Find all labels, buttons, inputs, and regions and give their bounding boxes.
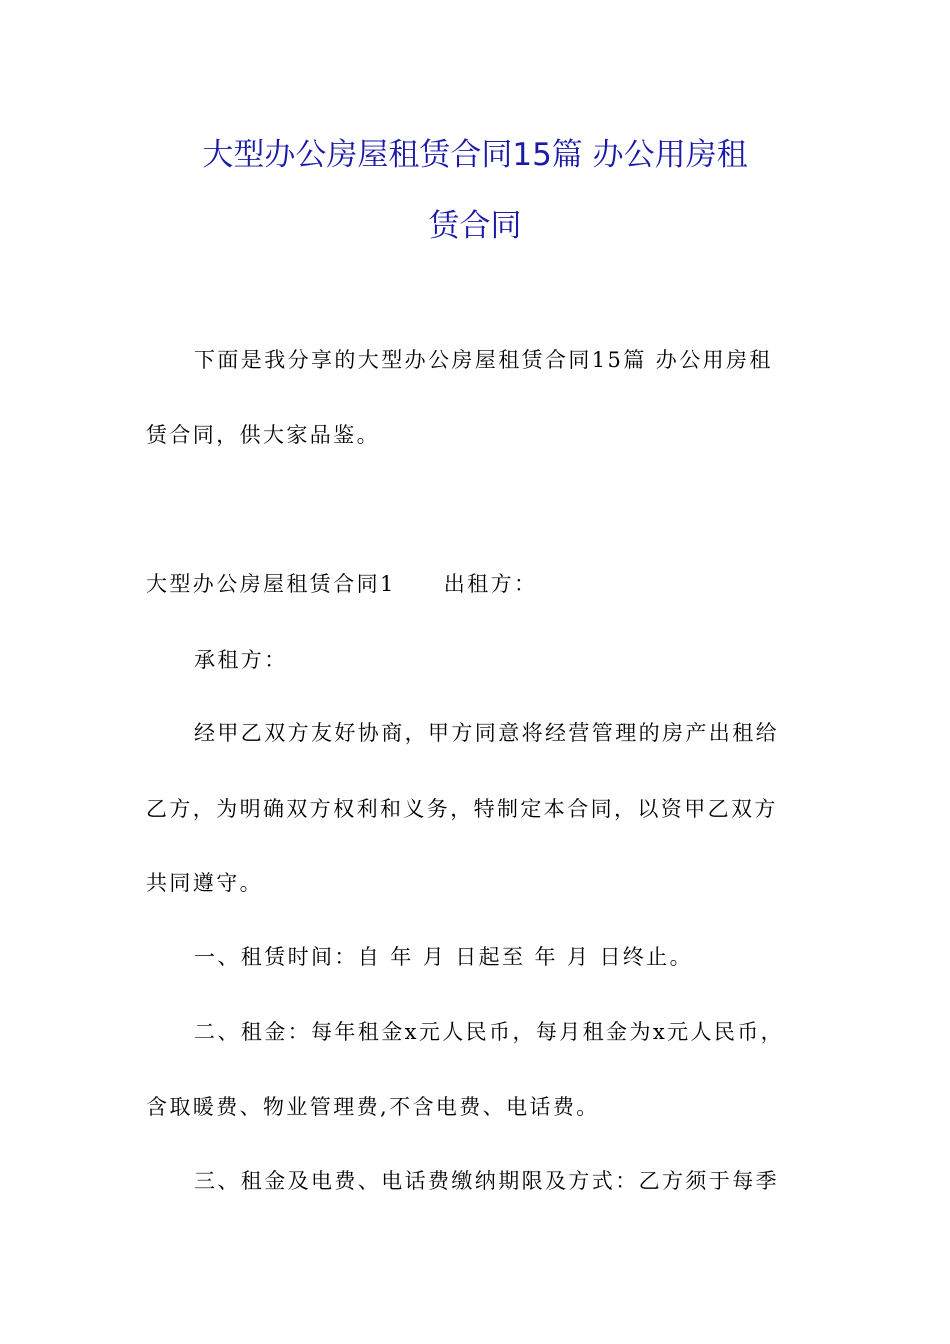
paragraph-1-line-2: 乙方，为明确双方权利和义务，特制定本合同，以资甲乙双方	[146, 797, 778, 821]
document-title-line-2: 赁合同	[428, 208, 522, 244]
intro-line-2: 赁合同，供大家品鉴。	[146, 423, 380, 447]
clause-3-line-1: 三、租金及电费、电话费缴纳期限及方式：乙方须于每季	[194, 1169, 779, 1193]
clause-1: 一、租赁时间：自 年 月 日起至 年 月 日终止。	[194, 945, 694, 969]
intro-line-1: 下面是我分享的大型办公房屋租赁合同15篇 办公用房租	[194, 348, 773, 372]
lessor-label: 出租方：	[443, 572, 538, 596]
clause-2-line-1: 二、租金：每年租金x元人民币，每月租金为x元人民币，	[194, 1020, 785, 1044]
paragraph-1-line-1: 经甲乙双方友好协商，甲方同意将经营管理的房产出租给	[194, 721, 779, 745]
document-title-line-1: 大型办公房屋租赁合同15篇 办公用房租	[202, 137, 748, 173]
contract-heading-row	[146, 570, 537, 598]
contract-heading: 大型办公房屋租赁合同1	[146, 572, 396, 596]
paragraph-1-line-3: 共同遵守。	[146, 871, 263, 895]
clause-2-line-2: 含取暖费、物业管理费,不含电费、电话费。	[146, 1095, 600, 1119]
lessee-label: 承租方：	[194, 648, 288, 672]
